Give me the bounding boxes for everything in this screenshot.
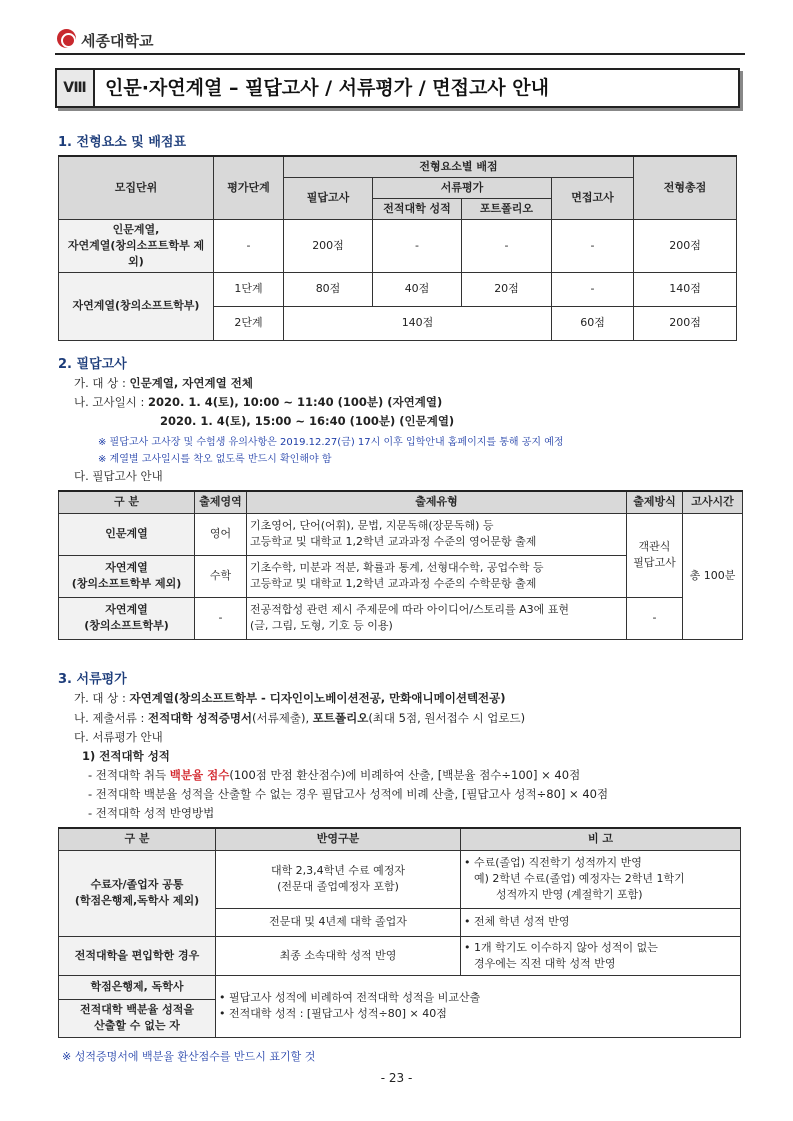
doc-guide: 다. 서류평가 안내 bbox=[74, 730, 163, 744]
cell: 2단계 bbox=[214, 306, 284, 340]
cell: 기초수학, 미분과 적분, 확률과 통계, 선형대수학, 공업수학 등 고등학교 및 대학교 1,2학년 교과과정 수준의 수학문항 출제 bbox=[247, 555, 627, 597]
th-written: 필답고사 bbox=[284, 177, 373, 219]
th-method: 출제방식 bbox=[627, 491, 683, 513]
exam-note-2: ※ 계열별 고사일시를 착오 없도록 반드시 확인해야 함 bbox=[98, 454, 332, 465]
cell: • 수료(졸업) 직전학기 성적까지 반영 예) 2학년 수료(졸업) 예정자는 2학년 1학기 성적까지 반영 (계절학기 포함) bbox=[461, 850, 741, 908]
university-logo-icon bbox=[57, 29, 76, 48]
exam-target: 가. 대 상 : 인문계열, 자연계열 전체 bbox=[74, 376, 253, 390]
table-row-label: 전적대학을 편입학한 경우 bbox=[59, 936, 216, 975]
section-2-title: 2. 필답고사 bbox=[58, 357, 127, 372]
section-3-title: 3. 서류평가 bbox=[58, 672, 127, 687]
cell: - bbox=[627, 597, 683, 639]
cell: 대학 2,3,4학년 수료 예정자 (전문대 졸업예정자 포함) bbox=[216, 850, 461, 908]
cell: 전공적합성 관련 제시 주제문에 따라 아이디어/스토리를 A3에 표현 (글, 그림, 도형, 기호 등 이용) bbox=[247, 597, 627, 639]
th-stage: 평가단계 bbox=[214, 156, 284, 219]
cell: 140점 bbox=[634, 272, 737, 306]
chapter-number: Ⅷ bbox=[57, 70, 95, 106]
cell: 수학 bbox=[195, 555, 247, 597]
cell: 영어 bbox=[195, 513, 247, 555]
table-row-label: 자연계열(창의소프트학부) bbox=[59, 272, 214, 340]
doc-sub: 1) 전적대학 성적 bbox=[82, 749, 170, 763]
table-row-label: 자연계열 (창의소프트학부) bbox=[59, 597, 195, 639]
exam-date: 나. 고사일시 : 2020. 1. 4(토), 10:00 ~ 11:40 (100분) (자연계열) bbox=[74, 395, 443, 409]
doc-submit: 나. 제출서류 : 전적대학 성적증명서(서류제출), 포트폴리오(최대 5점, 원서접수 시 업로드) bbox=[74, 711, 526, 725]
cell: 200점 bbox=[634, 306, 737, 340]
cell: • 전체 학년 성적 반영 bbox=[461, 908, 741, 936]
th-unit: 모집단위 bbox=[59, 156, 214, 219]
th-cat: 구 분 bbox=[59, 828, 216, 850]
section-1-title: 1. 전형요소 및 배점표 bbox=[58, 135, 187, 150]
th-portfolio: 포트폴리오 bbox=[462, 198, 552, 219]
chapter-title: 인문·자연계열 – 필답고사 / 서류평가 / 면접고사 안내 bbox=[105, 77, 549, 99]
cell: 60점 bbox=[552, 306, 634, 340]
table-row-label: 전적대학 백분율 성적을 산출할 수 없는 자 bbox=[59, 999, 216, 1037]
table-row-label: 수료자/졸업자 공통 (학점은행제,독학사 제외) bbox=[59, 850, 216, 936]
th-area: 출제영역 bbox=[195, 491, 247, 513]
chapter-title-box bbox=[55, 68, 740, 108]
cell: - bbox=[552, 219, 634, 272]
th-cat: 구 분 bbox=[59, 491, 195, 513]
exam-table bbox=[58, 490, 743, 640]
university-name: 세종대학교 bbox=[81, 32, 154, 50]
doc-bullet-1: - 전적대학 취득 백분율 점수(100점 만점 환산점수)에 비례하여 산출, [백분율 점수÷100] × 40점 bbox=[88, 768, 581, 782]
doc-target: 가. 대 상 : 자연계열(창의소프트학부 - 디자인이노베이션전공, 만화애니메이션텍전공) bbox=[74, 691, 506, 705]
exam-guide: 다. 필답고사 안내 bbox=[74, 469, 163, 483]
cell: 80점 bbox=[284, 272, 373, 306]
th-refl: 반영구분 bbox=[216, 828, 461, 850]
th-grade: 전적대학 성적 bbox=[373, 198, 462, 219]
score-table bbox=[58, 155, 737, 341]
cell: - bbox=[214, 219, 284, 272]
table-row-label: 인문계열 bbox=[59, 513, 195, 555]
cell: - bbox=[462, 219, 552, 272]
th-time: 고사시간 bbox=[683, 491, 743, 513]
cell: 1단계 bbox=[214, 272, 284, 306]
page-header bbox=[55, 27, 745, 55]
table-row-label: 학점은행제, 독학사 bbox=[59, 975, 216, 999]
cell: 140점 bbox=[284, 306, 552, 340]
cell: • 1개 학기도 이수하지 않아 성적이 없는 경우에는 직전 대학 성적 반영 bbox=[461, 936, 741, 975]
cell: 총 100분 bbox=[683, 513, 743, 639]
th-type: 출제유형 bbox=[247, 491, 627, 513]
table-row-label: 자연계열 (창의소프트학부 제외) bbox=[59, 555, 195, 597]
cell: 200점 bbox=[634, 219, 737, 272]
cell: 객관식 필답고사 bbox=[627, 513, 683, 597]
table-row-label: 인문계열, 자연계열(창의소프트학부 제외) bbox=[59, 219, 214, 272]
th-interview: 면접고사 bbox=[552, 177, 634, 219]
cell: - bbox=[552, 272, 634, 306]
th-factor: 전형요소별 배점 bbox=[284, 156, 634, 177]
cell: 200점 bbox=[284, 219, 373, 272]
cell: 최종 소속대학 성적 반영 bbox=[216, 936, 461, 975]
grade-table bbox=[58, 827, 741, 1038]
cell: 기초영어, 단어(어휘), 문법, 지문독해(장문독해) 등 고등학교 및 대학교 1,2학년 교과과정 수준의 영어문항 출제 bbox=[247, 513, 627, 555]
th-doc: 서류평가 bbox=[373, 177, 552, 198]
cell: 전문대 및 4년제 대학 졸업자 bbox=[216, 908, 461, 936]
page-number: - 23 - bbox=[380, 1071, 413, 1085]
th-total: 전형총점 bbox=[634, 156, 737, 219]
cell: - bbox=[373, 219, 462, 272]
cell: 20점 bbox=[462, 272, 552, 306]
exam-date-2: 2020. 1. 4(토), 15:00 ~ 16:40 (100분) (인문계열) bbox=[160, 414, 455, 428]
doc-bullet-2: - 전적대학 백분율 성적을 산출할 수 없는 경우 필답고사 성적에 비례 산출, [필답고사 성적÷80] × 40점 bbox=[88, 787, 609, 801]
cell: • 필답고사 성적에 비례하여 전적대학 성적을 비교산출 • 전적대학 성적 : [필답고사 성적÷80] × 40점 bbox=[216, 975, 741, 1037]
exam-note-1: ※ 필답고사 고사장 및 수험생 유의사항은 2019.12.27(금) 17시 이후 입학안내 홈페이지를 통해 공지 예정 bbox=[98, 437, 564, 448]
cell: - bbox=[195, 597, 247, 639]
doc-bullet-3: - 전적대학 성적 반영방법 bbox=[88, 806, 215, 820]
footnote: ※ 성적증명서에 백분율 환산점수를 반드시 표기할 것 bbox=[62, 1050, 316, 1063]
cell: 40점 bbox=[373, 272, 462, 306]
th-note: 비 고 bbox=[461, 828, 741, 850]
